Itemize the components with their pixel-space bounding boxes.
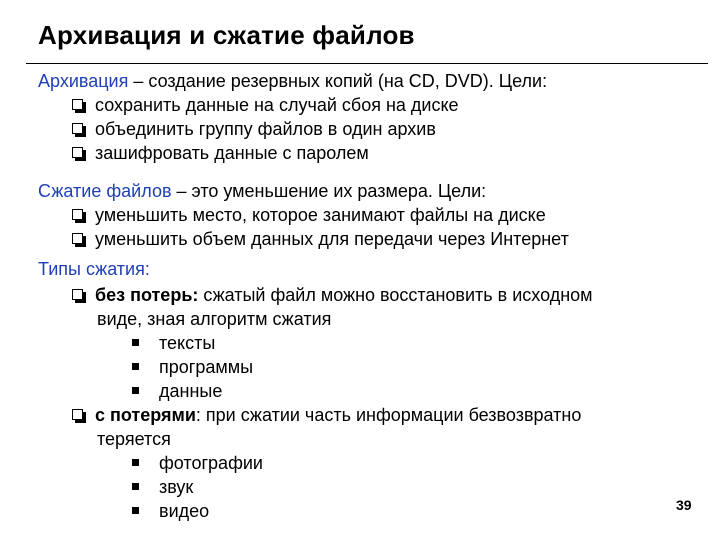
checkbox-bullet-icon	[72, 233, 83, 244]
list-item-text: зашифровать данные с паролем	[95, 143, 369, 163]
checkbox-bullet-icon	[72, 209, 83, 220]
lossless-example	[132, 356, 253, 378]
square-bullet-icon	[132, 339, 139, 346]
square-bullet-icon	[132, 507, 139, 514]
types-heading	[38, 258, 150, 280]
lossy-example	[132, 452, 263, 474]
list-item-text: звук	[159, 477, 194, 497]
list-item-text: фотографии	[159, 453, 263, 473]
lossy-text-continued: теряется	[97, 429, 171, 449]
square-bullet-icon	[132, 363, 139, 370]
lossless-label: без потерь:	[95, 285, 199, 305]
checkbox-bullet-icon	[72, 147, 83, 158]
archiving-goal-item	[72, 118, 436, 140]
slide-title: Архивация и сжатие файлов	[38, 20, 415, 50]
list-item-text: уменьшить объем данных для передачи через Интернет	[95, 229, 569, 249]
list-item-text: объединить группу файлов в один архив	[95, 119, 436, 139]
checkbox-bullet-icon	[72, 123, 83, 134]
compression-term: Сжатие файлов	[38, 181, 172, 201]
compression-goal-item	[72, 204, 546, 226]
lossy-item	[72, 404, 581, 426]
square-bullet-icon	[132, 483, 139, 490]
lossy-example	[132, 476, 193, 498]
archiving-definition	[38, 70, 547, 92]
lossless-text-continued: виде, зная алгоритм сжатия	[97, 309, 332, 329]
lossy-text: : при сжатии часть информации безвозвратно	[195, 405, 582, 425]
lossy-label: с потерями	[95, 405, 196, 425]
checkbox-bullet-icon	[72, 289, 83, 300]
list-item-text: тексты	[159, 333, 216, 353]
square-bullet-icon	[132, 459, 139, 466]
lossy-example	[132, 500, 209, 522]
lossless-example	[132, 380, 222, 402]
archiving-goal-item	[72, 142, 369, 164]
list-item-text: уменьшить место, которое занимают файлы на диске	[95, 205, 546, 225]
square-bullet-icon	[132, 387, 139, 394]
list-item-text: сохранить данные на случай сбоя на диске	[95, 95, 459, 115]
checkbox-bullet-icon	[72, 409, 83, 420]
lossless-text: сжатый файл можно восстановить в исходном	[198, 285, 593, 305]
archiving-definition-text: – создание резервных копий (на CD, DVD). Цели:	[128, 71, 548, 91]
archiving-term: Архивация	[38, 71, 129, 91]
compression-definition	[38, 180, 486, 202]
page-number: 39	[676, 497, 692, 513]
archiving-goal-item	[72, 94, 459, 116]
checkbox-bullet-icon	[72, 99, 83, 110]
lossless-item	[72, 284, 593, 306]
list-item-text: видео	[159, 501, 210, 521]
lossless-example	[132, 332, 215, 354]
compression-goal-item	[72, 228, 569, 250]
types-heading-text: Типы сжатия:	[38, 259, 150, 279]
list-item-text: программы	[159, 357, 254, 377]
list-item-text: данные	[159, 381, 223, 401]
compression-definition-text: – это уменьшение их размера. Цели:	[171, 181, 487, 201]
